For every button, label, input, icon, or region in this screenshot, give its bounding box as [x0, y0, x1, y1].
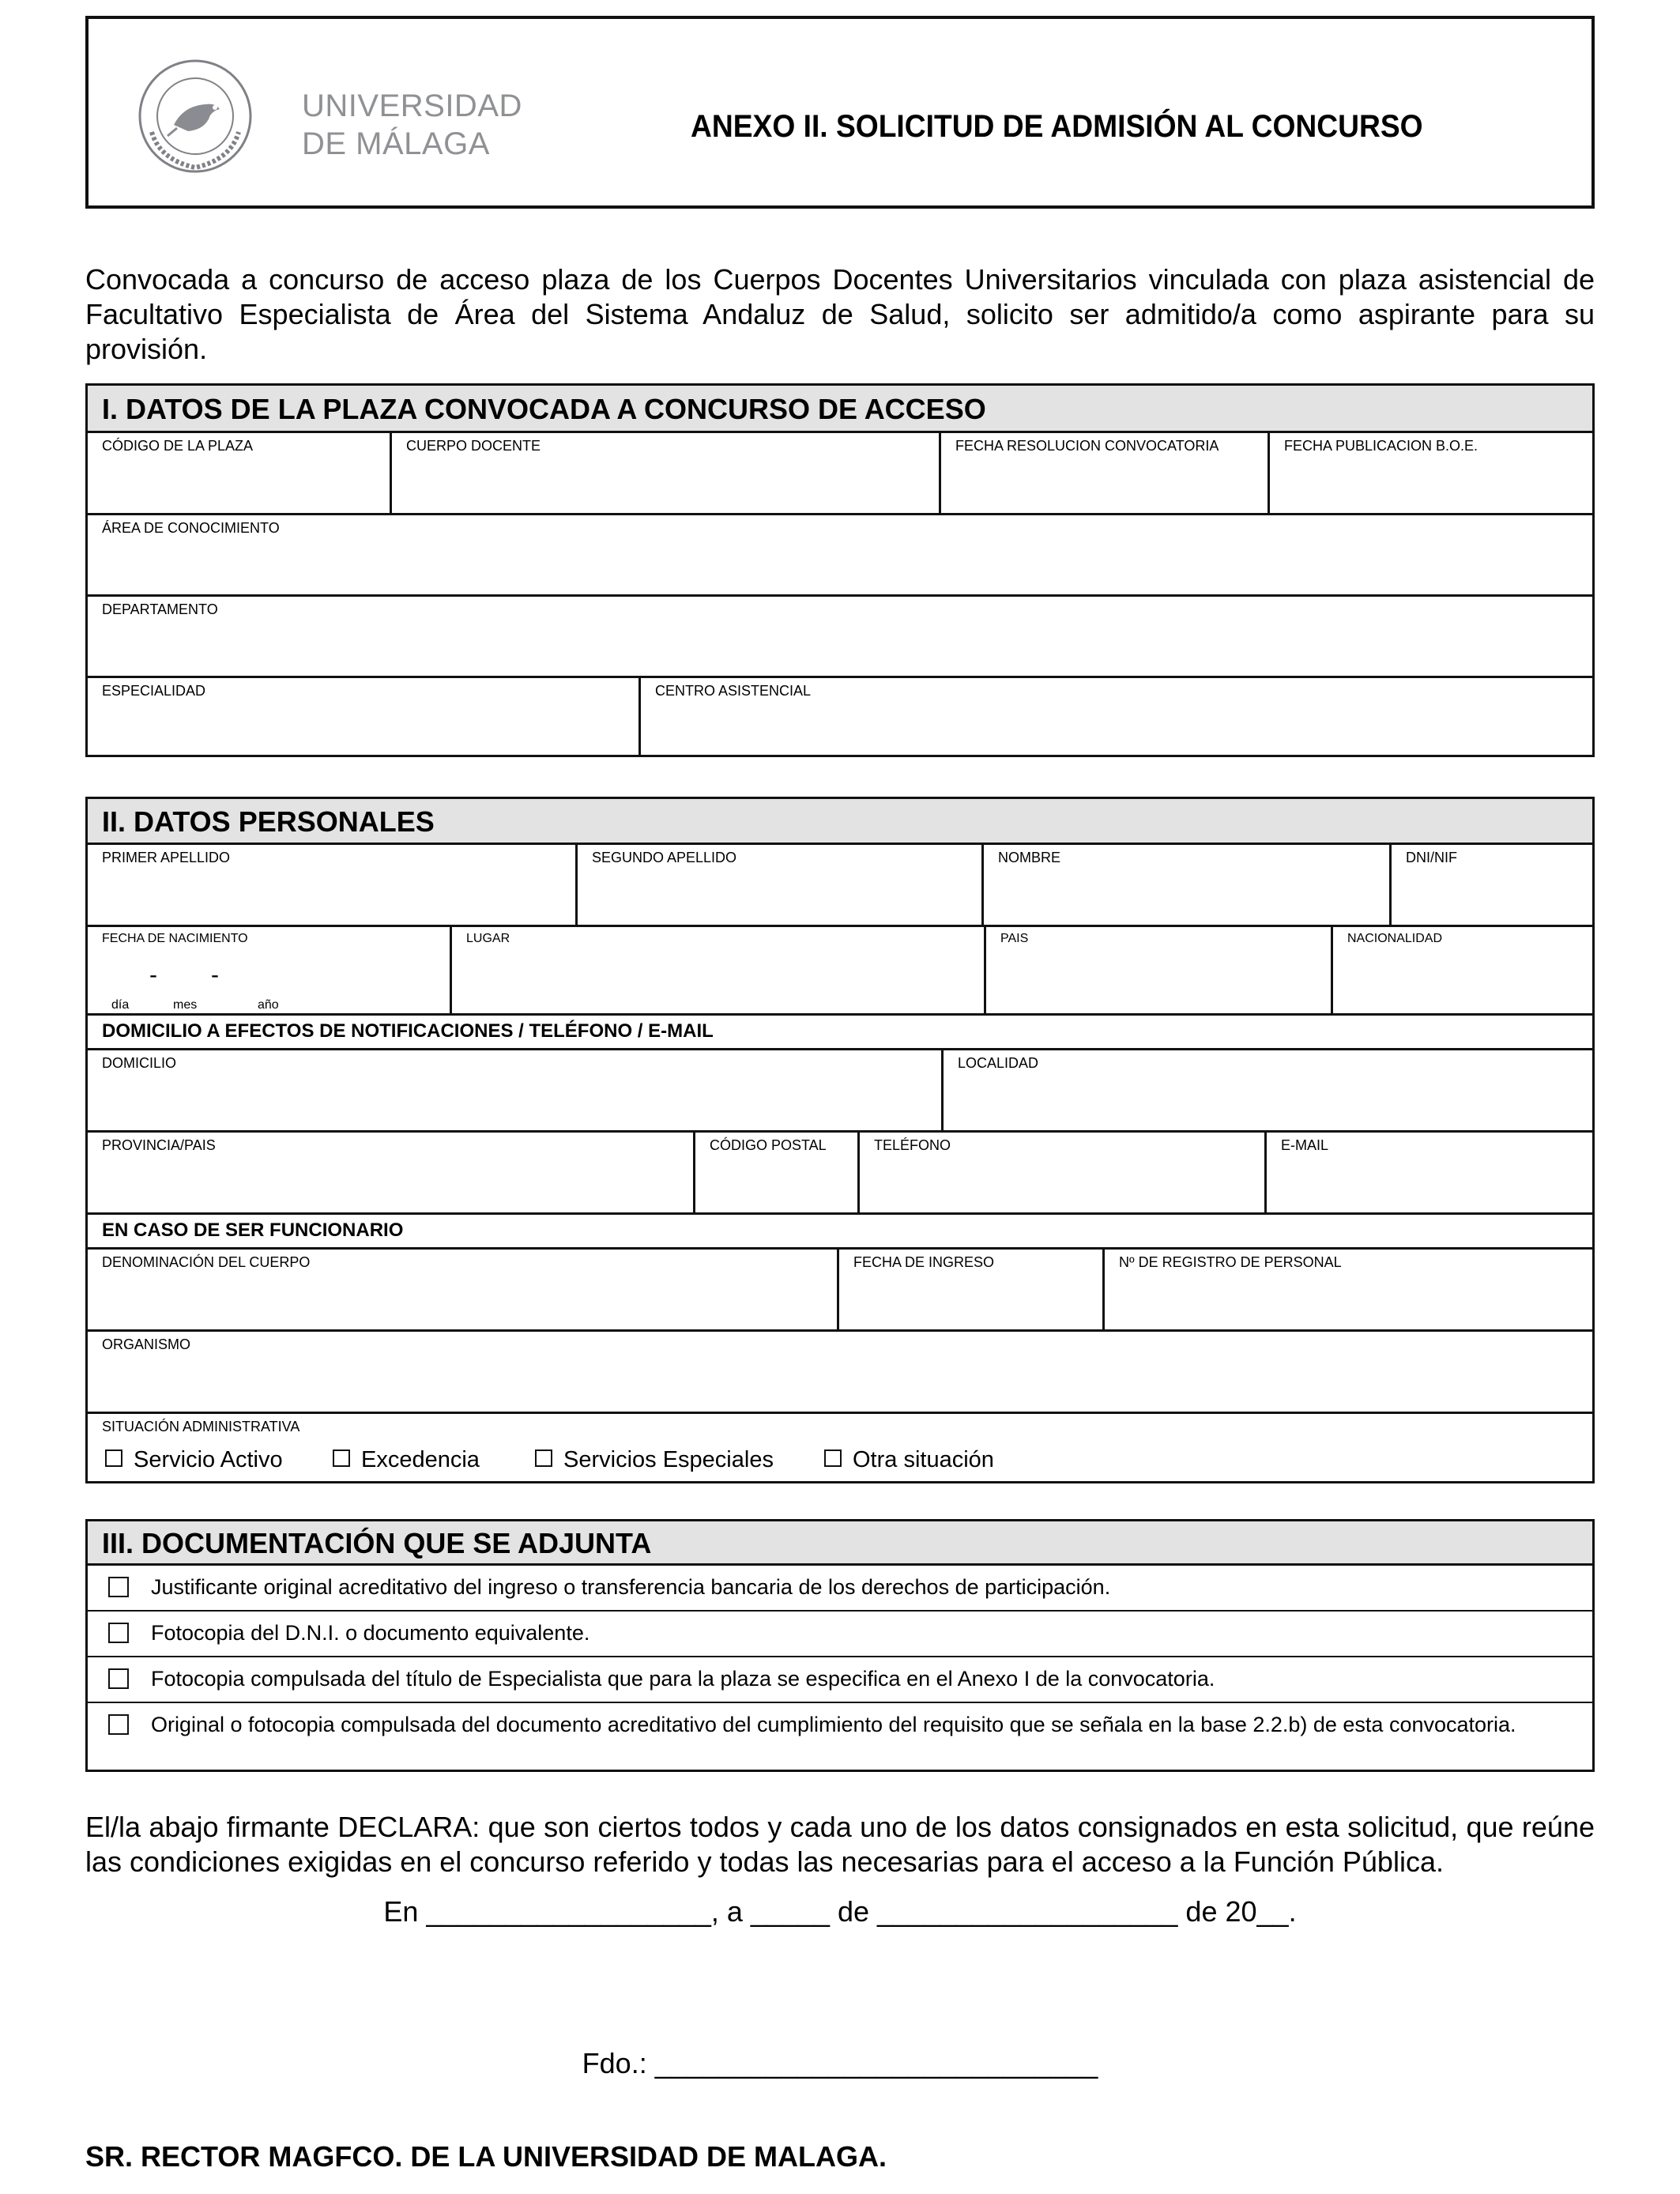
subheader-label: EN CASO DE SER FUNCIONARIO [102, 1220, 404, 1241]
registro-personal-field[interactable] [1102, 1250, 1592, 1329]
field-label: CÓDIGO POSTAL [710, 1137, 827, 1153]
date-separator: - [211, 962, 219, 988]
field-label: FECHA RESOLUCION CONVOCATORIA [955, 438, 1219, 454]
domicilio-field[interactable] [88, 1050, 941, 1130]
field-label: CUERPO DOCENTE [406, 438, 541, 454]
section-documentacion [85, 1519, 1595, 1772]
checkbox[interactable] [333, 1449, 350, 1467]
situacion-row [88, 1414, 1592, 1483]
domicilio-subheader [88, 1016, 1592, 1050]
fecha-nacimiento-field[interactable] [88, 927, 450, 1013]
doc-item-label: Fotocopia del D.N.I. o documento equivalente. [151, 1621, 590, 1645]
doc-item[interactable] [88, 1703, 1592, 1772]
email-field[interactable] [1264, 1133, 1592, 1212]
checkbox[interactable] [824, 1449, 842, 1467]
field-label: ESPECIALIDAD [102, 683, 206, 699]
option-servicio-activo[interactable] [105, 1447, 283, 1473]
codigo-postal-field[interactable] [693, 1133, 857, 1212]
field-label: Nº DE REGISTRO DE PERSONAL [1119, 1254, 1342, 1270]
section-plaza [85, 383, 1595, 757]
fecha-resolucion-field[interactable] [939, 433, 1268, 513]
checkbox[interactable] [535, 1449, 552, 1467]
doc-item[interactable] [88, 1612, 1592, 1657]
section-title: III. DOCUMENTACIÓN QUE SE ADJUNTA [88, 1521, 1592, 1566]
cuerpo-docente-field[interactable] [390, 433, 939, 513]
field-label: PAIS [1000, 932, 1029, 945]
fecha-publicacion-field[interactable] [1268, 433, 1592, 513]
nombre-field[interactable] [981, 845, 1389, 925]
section-title: II. DATOS PERSONALES [88, 799, 1592, 845]
denominacion-cuerpo-field[interactable] [88, 1250, 837, 1329]
area-field[interactable] [88, 515, 1592, 597]
logo-line-2: DE MÁLAGA [302, 126, 490, 161]
checkbox[interactable] [108, 1577, 129, 1597]
intro-paragraph: Convocada a concurso de acceso plaza de los Cuerpos Docentes Universitarios vinculada con plaza asistencial de Facultativo Especialista de Área del Sistema Andaluz de Salud, solicito ser admitido/a como aspirante para su provisión. [85, 263, 1595, 365]
checkbox[interactable] [105, 1449, 122, 1467]
doc-item[interactable] [88, 1657, 1592, 1703]
field-label: CÓDIGO DE LA PLAZA [102, 438, 254, 454]
month-label: mes [173, 998, 198, 1012]
university-name [302, 87, 522, 163]
logo-line-1: UNIVERSIDAD [302, 89, 522, 123]
field-label: FECHA PUBLICACION B.O.E. [1284, 438, 1478, 454]
field-label: SITUACIÓN ADMINISTRATIVA [102, 1419, 300, 1434]
option-label: Servicio Activo [134, 1447, 283, 1472]
option-servicios-especiales[interactable] [535, 1447, 774, 1473]
provincia-field[interactable] [88, 1133, 693, 1212]
localidad-field[interactable] [941, 1050, 1592, 1130]
section-title: I. DATOS DE LA PLAZA CONVOCADA A CONCURSO DE ACCESO [88, 386, 1592, 433]
form-row [88, 1133, 1592, 1215]
field-label: DOMICILIO [102, 1055, 177, 1071]
fecha-ingreso-field[interactable] [837, 1250, 1102, 1329]
dni-field[interactable] [1389, 845, 1592, 925]
field-label: LOCALIDAD [958, 1055, 1039, 1071]
field-label: ÁREA DE CONOCIMIENTO [102, 520, 280, 536]
checkbox[interactable] [108, 1623, 129, 1643]
field-label: CENTRO ASISTENCIAL [655, 683, 812, 699]
centro-asistencial-field[interactable] [638, 678, 1592, 757]
page-title: ANEXO II. SOLICITUD DE ADMISIÓN AL CONCURSO [691, 109, 1423, 144]
year-label: año [258, 998, 279, 1012]
form-row [88, 927, 1592, 1016]
form-row [88, 433, 1592, 515]
option-label: Excedencia [361, 1447, 480, 1472]
university-seal-icon [136, 57, 254, 175]
signature-line[interactable]: Fdo.: ____________________________ [582, 2047, 1098, 2079]
departamento-field[interactable] [88, 597, 1592, 678]
form-row [88, 1250, 1592, 1332]
field-label: LUGAR [466, 932, 510, 945]
especialidad-field[interactable] [88, 678, 638, 757]
declaration-paragraph: El/la abajo firmante DECLARA: que son ciertos todos y cada uno de los datos consignados en esta solicitud, que reúne las condiciones exigidas en el concurso referido y todas las necesarias para el acceso a la Función Pública. [85, 1811, 1595, 1878]
field-label: PRIMER APELLIDO [102, 850, 231, 865]
primer-apellido-field[interactable] [88, 845, 575, 925]
field-label: ORGANISMO [102, 1336, 191, 1352]
form-row [88, 845, 1592, 927]
option-otra-situacion[interactable] [824, 1447, 994, 1473]
field-label: DNI/NIF [1406, 850, 1457, 865]
addressee: SR. RECTOR MAGFCO. DE LA UNIVERSIDAD DE MALAGA. [85, 2140, 887, 2173]
nacionalidad-field[interactable] [1331, 927, 1592, 1013]
field-label: NOMBRE [998, 850, 1061, 865]
checkbox[interactable] [108, 1668, 129, 1689]
funcionario-subheader [88, 1215, 1592, 1250]
field-label: FECHA DE INGRESO [853, 1254, 995, 1270]
doc-item-label: Original o fotocopia compulsada del documento acreditativo del cumplimiento del requisito que se señala en la base 2.2.b) de esta convocatoria. [151, 1713, 1516, 1736]
option-label: Otra situación [853, 1447, 994, 1472]
field-label: TELÉFONO [874, 1137, 951, 1153]
section-datos-personales [85, 797, 1595, 1483]
place-date-line[interactable]: En __________________, a _____ de ___________________ de 20__. [383, 1895, 1297, 1928]
option-excedencia[interactable] [333, 1447, 480, 1473]
checkbox[interactable] [108, 1714, 129, 1735]
field-label: PROVINCIA/PAIS [102, 1137, 216, 1153]
field-label: FECHA DE NACIMIENTO [102, 932, 248, 945]
pais-field[interactable] [984, 927, 1331, 1013]
doc-item-label: Justificante original acreditativo del ingreso o transferencia bancaria de los derechos de participación. [151, 1575, 1111, 1599]
form-row [88, 1050, 1592, 1133]
date-separator: - [149, 962, 157, 988]
header-box [85, 16, 1595, 209]
organismo-field[interactable] [88, 1332, 1592, 1414]
lugar-field[interactable] [450, 927, 984, 1013]
field-label: NACIONALIDAD [1347, 932, 1443, 945]
doc-item[interactable] [88, 1566, 1592, 1612]
field-label: DEPARTAMENTO [102, 601, 218, 617]
field-label: SEGUNDO APELLIDO [592, 850, 737, 865]
option-label: Servicios Especiales [563, 1447, 774, 1472]
day-label: día [111, 998, 130, 1012]
codigo-plaza-field[interactable] [88, 433, 390, 513]
doc-item-label: Fotocopia compulsada del título de Especialista que para la plaza se especifica en el Anexo I de la convocatoria. [151, 1667, 1215, 1691]
field-label: DENOMINACIÓN DEL CUERPO [102, 1254, 311, 1270]
subheader-label: DOMICILIO A EFECTOS DE NOTIFICACIONES / TELÉFONO / E-MAIL [102, 1020, 714, 1042]
telefono-field[interactable] [857, 1133, 1264, 1212]
field-label: E-MAIL [1281, 1137, 1329, 1153]
segundo-apellido-field[interactable] [575, 845, 981, 925]
form-row [88, 678, 1592, 757]
